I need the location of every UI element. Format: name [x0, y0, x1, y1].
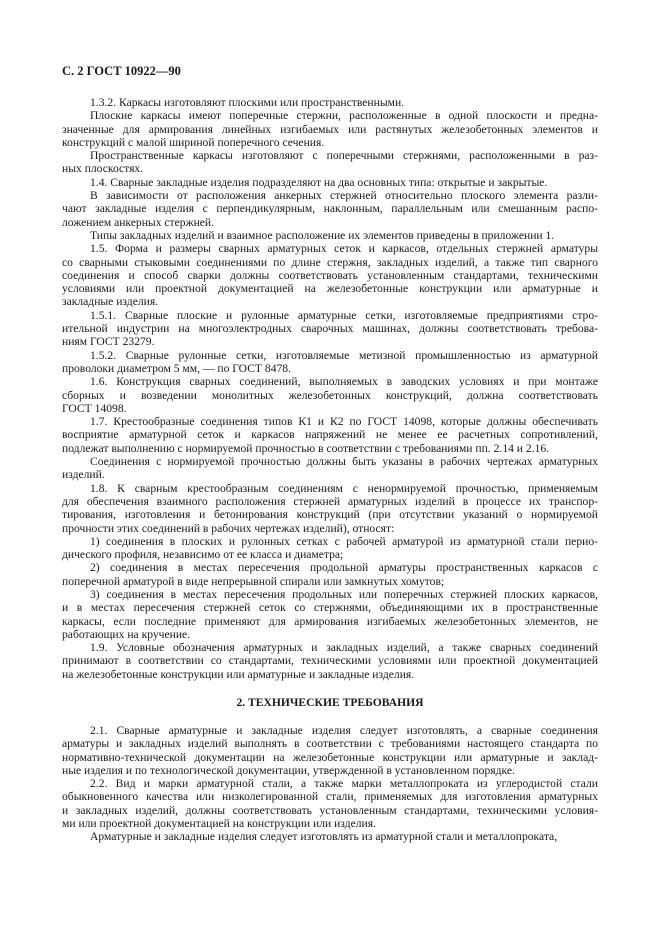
text-line: работающих на кручение.: [62, 627, 191, 641]
text-line: прочности этих соединений в рабочих чертежах изделий), относят:: [62, 521, 395, 535]
text-line: Пространственные каркасы изготовляют с поперечными стержнями, расположенными в раз-: [90, 149, 598, 163]
paragraph: [62, 455, 598, 482]
paragraph: [62, 242, 598, 308]
paragraph: [62, 149, 598, 176]
paragraph: [62, 777, 598, 830]
paragraph: [62, 309, 598, 349]
paragraph: [62, 482, 598, 535]
text-line: тирования, изготовления и бетонирования конструкций (при отсутствии указаний о нормируемой: [62, 508, 598, 522]
paragraph: [62, 229, 598, 242]
paragraph: [62, 641, 598, 681]
text-line: обыкновенного качества или низколегированной стали, применяемых для изготовления арматурных: [62, 790, 598, 804]
text-line: В зависимости от расположения анкерных стержней относительно плоского элемента разли-: [90, 189, 598, 203]
text-line: ложением анкерных стержней.: [62, 215, 215, 229]
text-line: чают закладные изделия с перпендикулярным, наклонным, параллельным или смешанным распо-: [62, 202, 598, 216]
text-line: 1.7. Крестообразные соединения типов К1 и К2 по ГОСТ 14098, которые должны обеспечивать: [90, 415, 598, 429]
text-line: восприятие арматурной сеток и каркасов напряжений не менее ее расчетных сопротивлений,: [62, 428, 598, 442]
page-header: С. 2 ГОСТ 10922—90: [62, 64, 181, 78]
section-2-heading: 2. ТЕХНИЧЕСКИЕ ТРЕБОВАНИЯ: [236, 696, 424, 709]
text-line: поперечной арматурой в виде непрерывной спирали или замкнутых хомутов;: [62, 574, 445, 588]
text-line: подлежат выполнению с нормируемой прочностью в соответствии с требованиями пп. 2.14 и 2.16.: [62, 441, 550, 455]
text-line: 1.3.2. Каркасы изготовляют плоскими или пространственными.: [90, 96, 405, 109]
text-line: нормативно-технической документации на железобетонные конструкции или арматурные и заклад-: [62, 750, 598, 764]
text-line: арматуры и закладных изделий выполнять в соответствии с требованиями настоящего стандарта по: [62, 737, 598, 751]
text-line: условиями или проектной документацией на железобетонные конструкции или арматурные и: [62, 282, 598, 296]
paragraph: [62, 375, 598, 415]
paragraph: [62, 588, 598, 641]
text-line: 1.5.1. Сварные плоские и рулонные арматурные сетки, изготовляемые предприятиями стро-: [90, 308, 598, 322]
paragraph: [62, 415, 598, 455]
text-line: 1) соединения в плоских и рулонных сетках с рабочей арматурой из арматурной стали перио-: [90, 534, 598, 548]
text-line: 1.5. Форма и размеры сварных арматурных сеток и каркасов, отдельных стержней арматуры: [90, 242, 598, 256]
text-line: проволоки диаметром 5 мм, — по ГОСТ 8478.: [62, 361, 291, 375]
text-line: Соединения с нормируемой прочностью должны быть указаны в рабочих чертежах арматурных: [90, 455, 598, 469]
text-line: ных плоскостях.: [62, 162, 144, 176]
paragraph: [62, 724, 598, 777]
text-line: каркасы, если последние применяют для армирования изгибаемых железобетонных элементов, не: [62, 614, 598, 628]
text-line: со сварными стыковыми соединениями по длине стержня, закладных изделий, а также тип сварного: [62, 255, 598, 269]
text-line: 3) соединения в местах пересечения продольных или поперечных стержней плоских каркасов,: [90, 587, 598, 601]
text-line: и закладных изделий, должны соответствовать установленным стандартами, техническими условия-: [62, 803, 598, 817]
text-line: конструкций с малой шириной поперечного сечения.: [62, 135, 325, 149]
text-line: 1.5.2. Сварные рулонные сетки, изготовляемые метизной промышленностью из арматурной: [90, 348, 598, 362]
text-line: и в местах пересечения стержней сеток со стержнями, объединяющими их в пространственные: [62, 601, 598, 615]
text-line: принимают в соответствии со стандартами, техническими условиями или проектной документацией: [62, 654, 598, 668]
paragraph: [62, 349, 598, 376]
text-line: сборных и возведении монолитных железобетонных конструкций, должна соответствовать: [62, 388, 598, 402]
section-2-body: [62, 724, 598, 844]
text-line: ные изделия и по технологической документации, утвержденной в установленном порядке.: [62, 763, 515, 777]
text-line: для обеспечения взаимного расположения стержней арматурных изделий в процессе их транспор-: [62, 494, 598, 508]
text-line: 2) соединения в местах пересечения продольной арматуры пространственных каркасов с: [90, 561, 598, 575]
paragraph: [62, 96, 598, 109]
text-line: ительной индустрии на многоэлектродных сварочных машинах, должны соответствовать требова-: [62, 322, 598, 336]
text-line: 1.4. Сварные закладные изделия подразделяют на два основных типа: открытые и закрытые.: [90, 175, 548, 189]
paragraph: [62, 535, 598, 562]
section-1-body: [62, 96, 598, 681]
text-line: закладные изделия.: [62, 295, 159, 309]
text-line: изделий.: [62, 468, 105, 482]
text-line: соединения и способ сварки должны соответствовать установленным стандартами, техническими: [62, 268, 598, 282]
text-line: 2.1. Сварные арматурные и закладные изделия следует изготовлять, а сварные соединения: [90, 724, 598, 737]
paragraph: [62, 176, 598, 189]
text-line: 2.2. Вид и марки арматурной стали, а также марки металлопроката из углеродистой стали: [90, 777, 598, 791]
text-line: значенные для армирования линейных изгибаемых или растянутых железобетонных элементов и: [62, 122, 598, 136]
text-line: дического профиля, независимо от ее класса и диаметра;: [62, 548, 344, 562]
text-line: Типы закладных изделий и взаимное расположение их элементов приведены в приложении 1.: [90, 228, 555, 242]
text-line: Плоские каркасы имеют поперечные стержни, расположенные в одной плоскости и предна-: [90, 109, 598, 123]
text-line: на железобетонные конструкции или арматурные и закладные изделия.: [62, 667, 415, 681]
text-line: ми или проектной документацией на конструкции или изделия.: [62, 817, 376, 831]
text-line: 1.8. К сварным крестообразным соединениям с ненормируемой прочностью, применяемым: [90, 481, 598, 495]
paragraph: [62, 830, 598, 843]
text-line: 1.9. Условные обозначения арматурных и закладных изделий, а также сварных соединений: [90, 641, 598, 655]
paragraph: [62, 109, 598, 149]
text-line: Арматурные и закладные изделия следует изготовлять из арматурной стали и металлопроката,: [90, 830, 558, 844]
paragraph: [62, 561, 598, 588]
text-line: 1.6. Конструкция сварных соединений, выполняемых в заводских условиях и при монтаже: [90, 375, 598, 389]
text-line: ниям ГОСТ 23279.: [62, 335, 155, 349]
text-line: ГОСТ 14098.: [62, 401, 127, 415]
paragraph: [62, 189, 598, 229]
